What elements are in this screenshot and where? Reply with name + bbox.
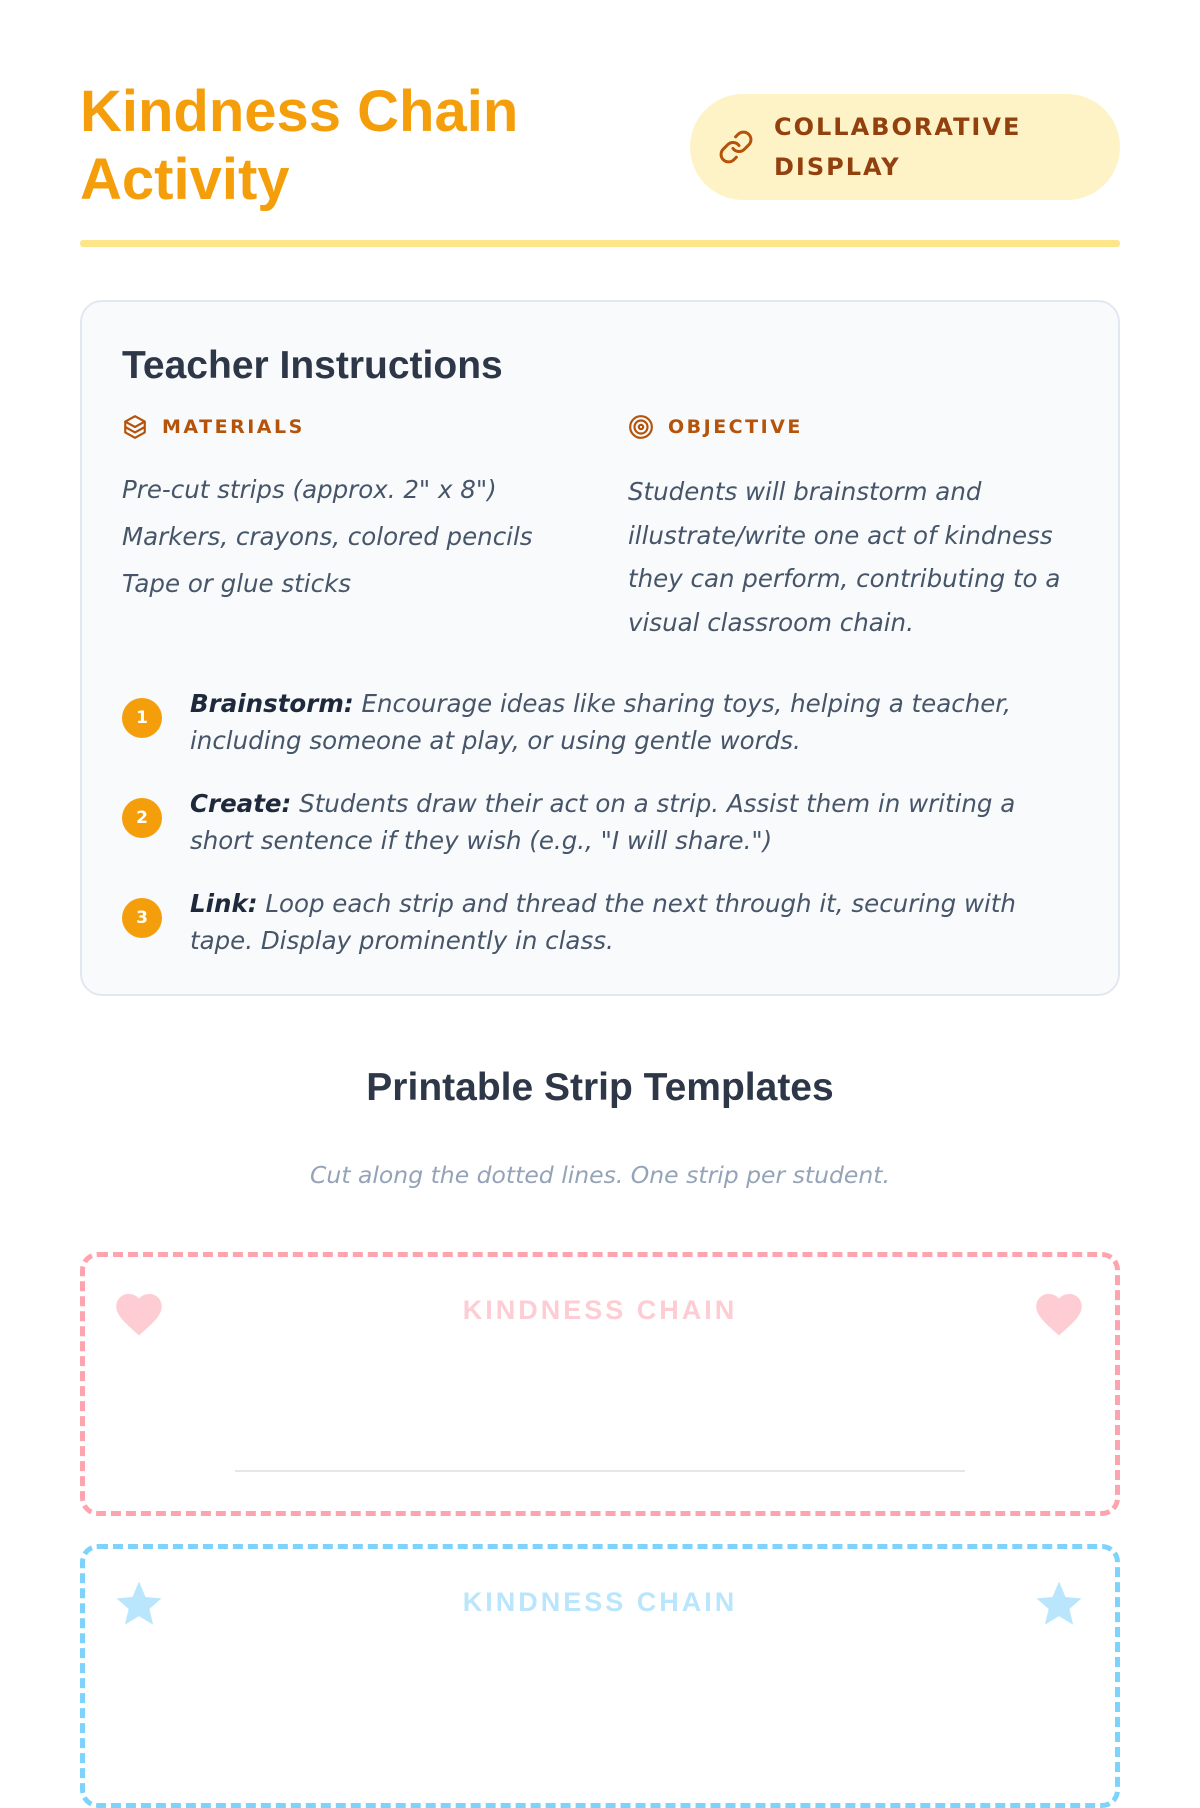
objective-heading (628, 414, 803, 440)
templates-title: Printable Strip Templates (366, 1066, 834, 1109)
step-description: Students draw their act on a strip. Assist them in writing a short sentence if they wish (e.g., "I will share.") (190, 789, 1016, 855)
list-item: Pre-cut strips (approx. 2" x 8") (122, 475, 497, 504)
objective-text: Students will brainstorm and illustrate/write one act of kindness they can perform, contributing to a visual classroom chain. (628, 477, 1061, 637)
badge-label: COLLABORATIVE DISPLAY (774, 113, 1022, 181)
strip-title: KINDNESS CHAIN (462, 1295, 738, 1325)
step-text (190, 686, 1082, 759)
materials-heading-label: MATERIALS (162, 416, 305, 438)
materials-heading (122, 414, 305, 440)
step-label: Create: (190, 789, 292, 818)
strip-template-star (80, 1544, 1120, 1808)
list-item: Tape or glue sticks (122, 569, 352, 598)
instructions-title: Teacher Instructions (122, 344, 503, 387)
step-text (190, 786, 1082, 859)
materials-list (122, 466, 562, 607)
target-icon (628, 414, 654, 440)
step-label: Link: (190, 889, 258, 918)
header-divider (80, 240, 1120, 247)
collaborative-display-badge (690, 94, 1120, 200)
page-title: Kindness Chain Activity (80, 79, 519, 212)
step-number-badge: 1 (122, 698, 162, 738)
step-item (122, 886, 1082, 959)
step-item (122, 686, 1082, 759)
step-item (122, 786, 1082, 859)
step-number-badge: 3 (122, 898, 162, 938)
step-text (190, 886, 1082, 959)
objective-heading-label: OBJECTIVE (668, 416, 803, 438)
step-description: Encourage ideas like sharing toys, helping a teacher, including someone at play, or using gentle words. (190, 689, 1011, 755)
list-item: Markers, crayons, colored pencils (122, 522, 533, 551)
step-number-badge: 2 (122, 798, 162, 838)
step-label: Brainstorm: (190, 689, 354, 718)
step-description: Loop each strip and thread the next through it, securing with tape. Display prominently in class. (190, 889, 1016, 955)
heart-icon (1031, 1287, 1087, 1337)
templates-subtitle: Cut along the dotted lines. One strip per student. (310, 1161, 890, 1189)
strip-template-heart (80, 1252, 1120, 1516)
strip-title: KINDNESS CHAIN (462, 1587, 738, 1617)
box-icon (122, 414, 148, 440)
writing-line (235, 1470, 965, 1472)
link-icon (718, 128, 756, 166)
star-icon (1031, 1577, 1087, 1631)
